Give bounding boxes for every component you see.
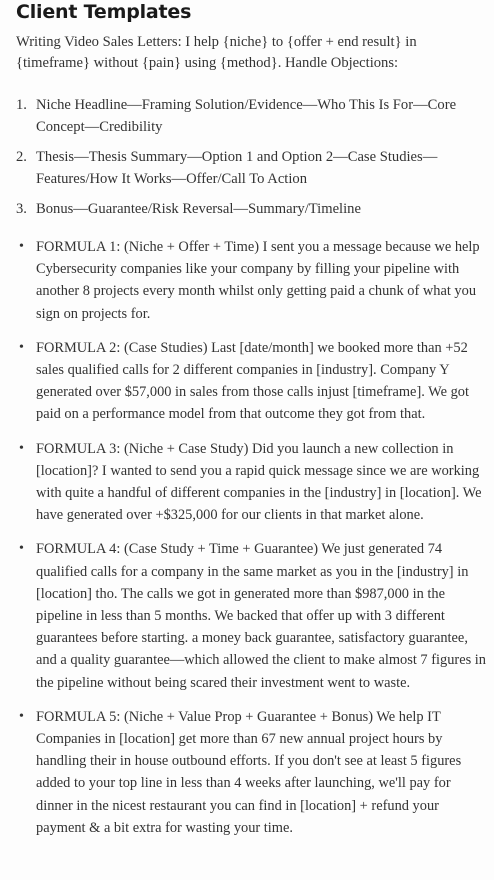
formula-text: FORMULA 4: (Case Study + Time + Guarantee) We just generated 74 qualified calls for a company in the same market as you in the [industry] in [location] tho. The calls we got in generated more than $987,000 in the pipeline in less than 5 months. We backed that offer up with 3 different guarantees before starting. a money back guarantee, satisfactory guarantee, and a quality guarantee—which allowed the client to make almost 7 figures in the pipeline without being scared their investment went to waste. xyxy=(36,541,486,691)
item-text: Niche Headline—Framing Solution/Evidence—Who This Is For—Core Concept—Credibility xyxy=(36,97,457,135)
formula-item xyxy=(16,337,488,426)
formula-item xyxy=(16,438,488,527)
formula-text: FORMULA 3: (Niche + Case Study) Did you launch a new collection in [location]? I wanted to send you a rapid quick message since we are working with quite a handful of different companies in the [industry] in [location]. We have generated over +$325,000 for our clients in that market alone. xyxy=(36,440,482,524)
item-text: Thesis—Thesis Summary—Option 1 and Option 2—Case Studies—Features/How It Works—Offer/Call To Action xyxy=(36,149,438,187)
formula-item xyxy=(16,236,488,325)
item-text: Bonus—Guarantee/Risk Reversal—Summary/Timeline xyxy=(36,201,361,217)
formula-item xyxy=(16,706,488,839)
numbered-item xyxy=(16,95,486,138)
formula-text: FORMULA 5: (Niche + Value Prop + Guarantee + Bonus) We help IT Companies in [location] get more than 67 new annual project hours by handling their in house outbound efforts. If you don't see at least 5 figures added to your top line in less than 4 weeks after launching, we'll pay for dinner in the nicest restaurant you can find in [location] + refund your payment & a bit extra for wasting your time. xyxy=(36,708,462,836)
numbered-list xyxy=(16,95,486,230)
item-number: 3. xyxy=(16,201,27,217)
formula-text: FORMULA 1: (Niche + Offer + Time) I sent you a message because we help Cybersecurity companies like your company by filling your pipeline with another 8 projects every month whilst only getting paid a chunk of what you sign on projects for. xyxy=(36,239,480,322)
bullet-icon: • xyxy=(19,339,24,355)
item-number: 1. xyxy=(16,97,27,113)
numbered-item xyxy=(16,147,486,190)
bullet-icon: • xyxy=(19,239,24,254)
intro-paragraph: Writing Video Sales Letters: I help {niche} to {offer + end result} in {timeframe} without {pain} using {method}. Handle Objections: xyxy=(16,34,417,71)
formula-list xyxy=(16,236,488,851)
bullet-icon: • xyxy=(19,541,24,557)
item-number: 2. xyxy=(16,149,27,165)
page-title: Client Templates xyxy=(16,1,192,23)
formula-text: FORMULA 2: (Case Studies) Last [date/month] we booked more than +52 sales qualified calls for 2 different companies in [industry]. Company Y generated over $57,000 in sales from those calls injust [timeframe]. We got paid on a performance model from that outcome they got from that. xyxy=(36,339,469,423)
bullet-icon: • xyxy=(19,708,24,724)
numbered-item xyxy=(16,199,486,221)
formula-item xyxy=(16,538,488,693)
bullet-icon: • xyxy=(19,440,24,456)
